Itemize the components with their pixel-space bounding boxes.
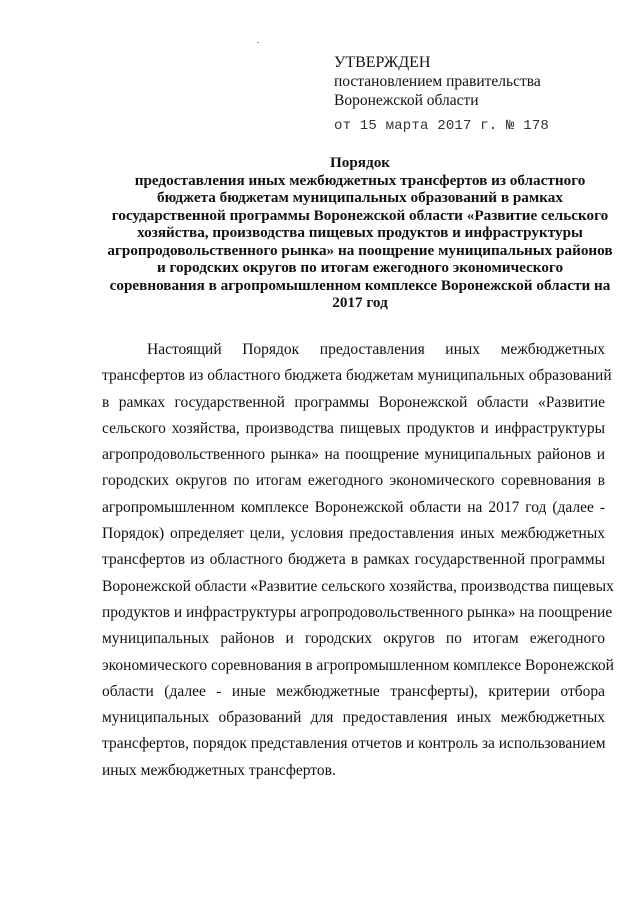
paragraph-line: агропродовольственного рынка» на поощрение муниципальных районов и: [102, 446, 605, 464]
paragraph-line: области (далее - иные межбюджетные трансферты), критерии отбора: [102, 682, 605, 700]
title-line: государственной программы Воронежской области «Развитие сельского: [111, 206, 609, 224]
title-line: бюджета бюджетам муниципальных образований в рамках: [157, 189, 563, 206]
paragraph-line: муниципальных районов и городских округов по итогам ежегодного: [102, 630, 605, 648]
title-line: и городских округов по итогам ежегодного экономического: [156, 259, 564, 276]
approval-line-1: постановлением правительства: [334, 73, 541, 90]
document-title: [100, 154, 620, 312]
approval-line-2: Воронежской области: [334, 92, 479, 109]
body-paragraph: [102, 341, 614, 788]
title-line: предоставления иных межбюджетных трансфертов из областного: [134, 171, 586, 189]
approval-date-stamp: от 15 марта 2017 г. № 178: [334, 118, 550, 134]
approval-block: [334, 53, 549, 136]
scan-speck: [257, 42, 259, 43]
paragraph-line: Настоящий Порядок предоставления иных межбюджетных: [147, 341, 605, 358]
paragraph-line: трансфертов, порядок представления отчетов и контроль за использованием: [102, 735, 606, 753]
title-line: агропродовольственного рынка» на поощрение муниципальных районов: [107, 241, 613, 259]
approval-heading: УТВЕРЖДЕН: [334, 54, 431, 71]
title-line: Порядок: [329, 154, 391, 171]
title-line: соревнования в агропромышленном комплексе Воронежской области на: [109, 276, 611, 294]
title-line: 2017 год: [332, 294, 388, 311]
paragraph-line: иных межбюджетных трансфертов.: [102, 761, 336, 779]
title-line: хозяйства, производства пищевых продуктов и инфраструктуры: [137, 224, 583, 241]
paragraph-line: городских округов по итогам ежегодного экономического соревнования в: [102, 472, 605, 490]
paragraph-line: трансфертов из областного бюджета в рамках государственной программы: [102, 551, 605, 569]
paragraph-line: Воронежской области «Развитие сельского хозяйства, производства пищевых: [102, 577, 614, 595]
paragraph-line: муниципальных образований для предоставления иных межбюджетных: [102, 709, 605, 727]
paragraph-line: экономического соревнования в агропромышленном комплексе Воронежской: [102, 656, 614, 674]
paragraph-line: продуктов и инфраструктуры агропродовольственного рынка» на поощрение: [102, 603, 613, 621]
paragraph-line: сельского хозяйства, производства пищевых продуктов и инфраструктуры: [102, 419, 605, 437]
paragraph-line: трансфертов из областного бюджета бюджетам муниципальных образований: [102, 367, 612, 385]
paragraph-line: агропромышленном комплексе Воронежской области на 2017 год (далее -: [102, 498, 605, 516]
paragraph-line: Порядок) определяет цели, условия предоставления иных межбюджетных: [102, 525, 605, 543]
paragraph-line: в рамках государственной программы Воронежской области «Развитие: [102, 393, 605, 411]
